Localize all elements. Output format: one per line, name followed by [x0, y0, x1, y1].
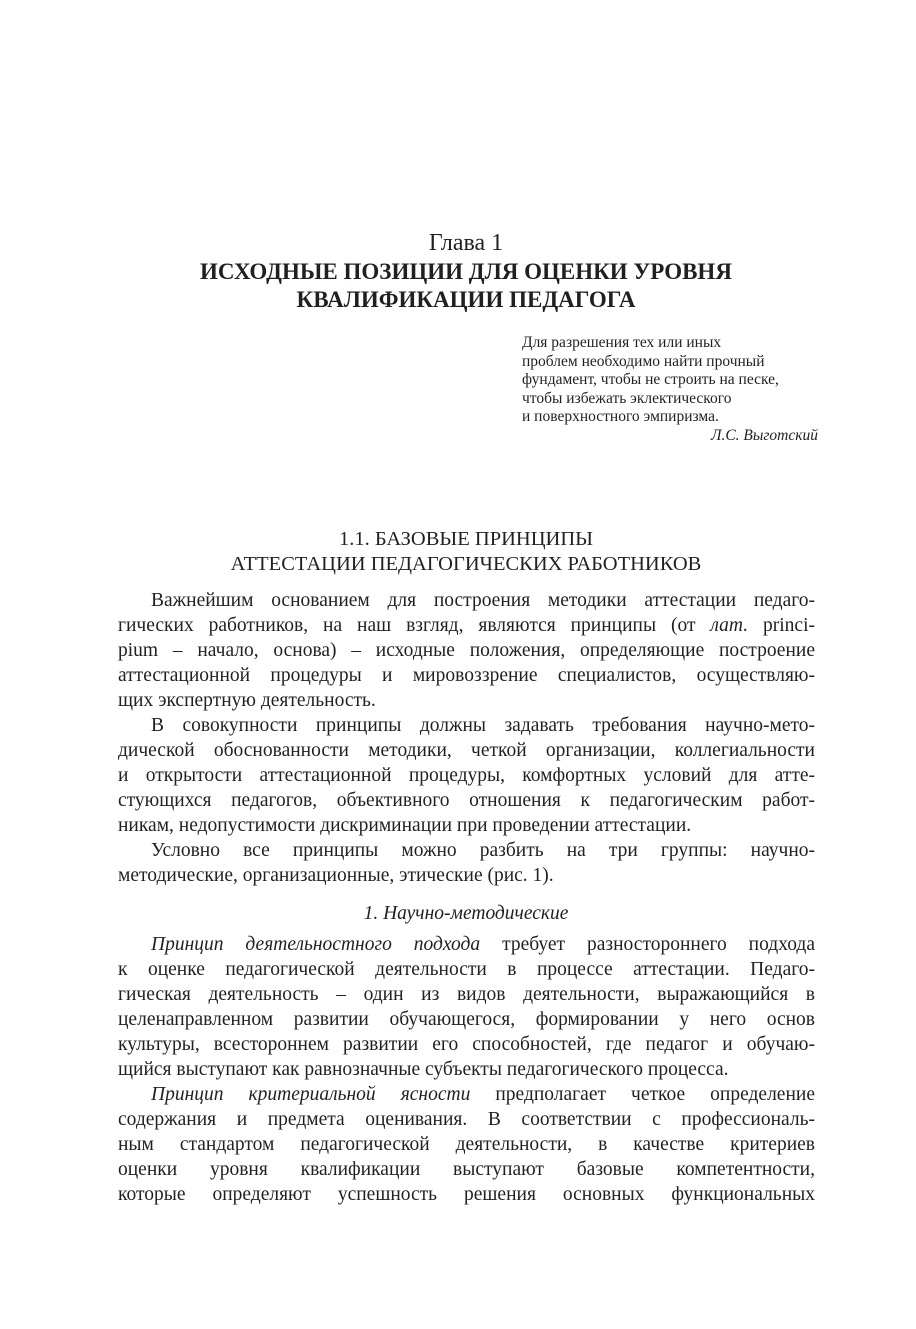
section-title-line: 1.1. БАЗОВЫЕ ПРИНЦИПЫ	[338, 528, 594, 550]
principle-term: Принцип критериальной ясности	[151, 1084, 471, 1105]
chapter-title-line: КВАЛИФИКАЦИИ ПЕДАГОГА	[296, 287, 636, 312]
epigraph	[522, 334, 818, 446]
epigraph-line: фундамент, чтобы не строить на песке,	[522, 371, 779, 389]
text-fragment: гических работников, на наш взгляд, являются принципы (от	[118, 615, 711, 636]
chapter-title-line: ИСХОДНЫЕ ПОЗИЦИИ ДЛЯ ОЦЕНКИ УРОВНЯ	[200, 259, 732, 284]
text-fragment: princi-	[748, 615, 815, 636]
text-line: которые определяют успешность решения основных функциональных	[118, 1184, 815, 1205]
text-line: щийся выступают как равнозначные субъекты педагогического процесса.	[118, 1059, 729, 1080]
paragraph-activity-approach	[118, 932, 815, 1082]
text-line	[118, 1082, 815, 1107]
text-line: гическая деятельность – один из видов деятельности, выражающийся в	[118, 984, 815, 1005]
text-line: методические, организационные, этические (рис. 1).	[118, 865, 554, 886]
latin-abbrev: лат.	[710, 615, 749, 636]
text-line: Важнейшим основанием для построения методики аттестации педаго-	[151, 590, 815, 611]
text-line: оценки уровня квалификации выступают базовые компетентности,	[118, 1159, 815, 1180]
text-line: содержания и предмета оценивания. В соответствии с профессиональ-	[118, 1109, 815, 1130]
chapter-label: Глава 1	[428, 230, 504, 256]
text-line: целенаправленном развитии обучающегося, формировании у него основ	[118, 1009, 815, 1030]
text-line: ным стандартом педагогической деятельности, в качестве критериев	[118, 1134, 815, 1155]
text-fragment: предполагает четкое определение	[470, 1084, 815, 1105]
principle-term: Принцип деятельностного подхода	[151, 934, 481, 955]
subheading-scientific-methodical: 1. Научно-методические	[363, 903, 569, 924]
chapter-title	[0, 258, 916, 314]
epigraph-line: и поверхностного эмпиризма.	[522, 408, 719, 426]
text-fragment: требует разностороннего подхода	[480, 934, 815, 955]
text-line: культуры, всестороннем развитии его способностей, где педагог и обучаю-	[118, 1034, 815, 1055]
text-line: pium – начало, основа) – исходные положения, определяющие построение	[118, 640, 815, 661]
text-line: стующихся педагогов, объективного отношения к педагогическим работ-	[118, 790, 815, 811]
epigraph-line: проблем необходимо найти прочный	[522, 352, 765, 370]
epigraph-line: чтобы избежать эклектического	[522, 389, 732, 407]
text-line	[118, 613, 815, 638]
section-title	[0, 527, 916, 577]
text-line: аттестационной процедуры и мировоззрение специалистов, осуществляю-	[118, 665, 815, 686]
epigraph-line: Для разрешения тех или иных	[522, 334, 722, 351]
text-line: В совокупности принципы должны задавать требования научно-мето-	[151, 715, 815, 736]
section-title-line: АТТЕСТАЦИИ ПЕДАГОГИЧЕСКИХ РАБОТНИКОВ	[230, 553, 702, 575]
epigraph-author: Л.С. Выготский	[710, 426, 818, 444]
paragraph-groups	[118, 838, 815, 888]
text-line: и открытости аттестационной процедуры, комфортных условий для атте-	[118, 765, 815, 786]
text-line: дической обоснованности методики, четкой организации, коллегиальности	[118, 740, 815, 761]
paragraph-criterial-clarity	[118, 1082, 815, 1207]
paragraph-principles-intro	[118, 588, 815, 713]
text-line: к оценке педагогической деятельности в процессе аттестации. Педаго-	[118, 959, 815, 980]
text-line: Условно все принципы можно разбить на три группы: научно-	[151, 840, 815, 861]
text-line: никам, недопустимости дискриминации при проведении аттестации.	[118, 815, 692, 836]
text-line	[118, 932, 815, 957]
paragraph-requirements	[118, 713, 815, 838]
text-line: щих экспертную деятельность.	[118, 690, 376, 711]
